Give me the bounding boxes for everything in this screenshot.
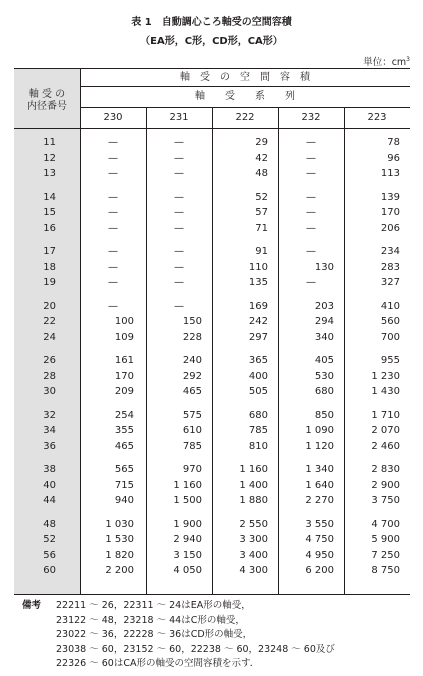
volume-cell: 565 (114, 464, 134, 475)
bore-number: 22 (43, 316, 56, 327)
volume-cell: 8 750 (371, 565, 400, 576)
volume-cell: 785 (248, 425, 268, 436)
volume-cell: 71 (255, 222, 268, 234)
volume-cell: 4 300 (239, 565, 268, 576)
volume-cell: 955 (380, 355, 400, 366)
note-line: 22211 ～ 26，22311 ～ 24はEA形の軸受， (56, 600, 251, 611)
volume-cell: 209 (114, 386, 134, 397)
volume-cell: 610 (182, 425, 202, 436)
bore-number: 13 (43, 168, 56, 179)
volume-cell: 2 940 (173, 534, 202, 545)
volume-cell: 130 (314, 261, 334, 273)
volume-cell: 57 (255, 207, 268, 218)
volume-cell: 110 (248, 261, 268, 273)
volume-cell: 1 230 (371, 370, 400, 382)
stub-header-line2: 内径番号 (27, 101, 67, 112)
volume-cell: — (174, 152, 184, 164)
volume-cell: 530 (314, 370, 334, 382)
volume-cell: 150 (182, 316, 202, 327)
volume-cell: 1 710 (371, 409, 400, 421)
bore-number: 44 (43, 495, 56, 506)
volume-cell: 1 090 (305, 425, 334, 436)
bore-number: 12 (43, 152, 56, 164)
volume-cell: 1 530 (105, 534, 134, 545)
volume-cell: 283 (380, 261, 400, 273)
volume-cell: 3 400 (239, 549, 268, 561)
unit-label (363, 54, 410, 69)
volume-cell: — (108, 191, 118, 203)
volume-cell: — (174, 261, 184, 273)
subgroup-header: 軸 受 系 列 (195, 91, 295, 102)
bore-number: 48 (43, 518, 56, 530)
volume-cell: 1 120 (305, 440, 334, 452)
note-line: 23122 ～ 48，23218 ～ 44はC形の軸受， (56, 614, 245, 626)
bore-number: 15 (43, 207, 56, 218)
volume-cell: 2 270 (305, 495, 334, 506)
note-line: 23022 ～ 36，22228 ～ 36はCD形の軸受， (56, 629, 253, 640)
volume-cell: 3 150 (173, 549, 202, 561)
volume-cell: 7 250 (371, 549, 400, 561)
volume-cell: 1 160 (239, 464, 268, 475)
volume-cell: 206 (380, 222, 400, 234)
volume-cell: 52 (255, 191, 268, 203)
bore-number: 52 (43, 534, 56, 545)
volume-cell: 1 160 (173, 479, 202, 491)
volume-cell: 203 (314, 300, 334, 312)
volume-cell: 169 (248, 300, 268, 312)
volume-cell: — (108, 152, 118, 164)
volume-cell: 465 (182, 386, 202, 397)
volume-cell: — (108, 207, 118, 218)
volume-cell: 327 (380, 277, 400, 288)
volume-cell: 575 (182, 409, 202, 421)
bore-number: 40 (43, 479, 56, 491)
volume-cell: 91 (255, 246, 268, 257)
volume-cell: 940 (114, 495, 134, 506)
volume-cell: — (306, 207, 316, 218)
volume-cell: — (108, 137, 118, 148)
volume-cell: 254 (114, 409, 134, 421)
volume-cell: — (174, 191, 184, 203)
volume-cell: 1 500 (173, 495, 202, 506)
volume-cell: — (108, 168, 118, 179)
bore-number: 38 (43, 464, 56, 475)
volume-cell: 96 (387, 152, 400, 164)
volume-cell: 292 (182, 370, 202, 382)
table-title: 表 1 自動調心ころ軸受の空間容積 (131, 17, 292, 28)
volume-cell: 228 (182, 331, 202, 343)
volume-cell: 340 (314, 331, 334, 343)
volume-cell: 294 (314, 316, 334, 327)
volume-cell: 170 (114, 370, 134, 382)
bore-number: 30 (43, 386, 56, 397)
volume-cell: — (306, 222, 316, 234)
bore-number: 24 (43, 331, 56, 343)
volume-cell: — (174, 246, 184, 257)
volume-cell: 29 (255, 137, 268, 148)
bore-number: 32 (43, 409, 56, 421)
volume-cell: 234 (380, 246, 400, 257)
volume-cell: 240 (182, 355, 202, 366)
volume-cell: — (174, 168, 184, 179)
bore-number: 19 (43, 277, 56, 288)
bore-number: 26 (43, 355, 56, 366)
volume-cell: — (174, 277, 184, 288)
volume-cell: 715 (114, 479, 134, 491)
volume-cell: 3 550 (305, 518, 334, 530)
volume-cell: — (306, 168, 316, 179)
volume-cell: 100 (114, 316, 134, 327)
bore-number: 11 (43, 137, 56, 148)
volume-cell: 1 430 (371, 386, 400, 397)
volume-cell: 700 (380, 331, 400, 343)
group-header: 軸 受 の 空 間 容 積 (180, 72, 310, 83)
volume-cell: 2 830 (371, 464, 400, 475)
volume-cell: 970 (182, 464, 202, 475)
volume-cell: 785 (182, 440, 202, 452)
volume-cell: — (174, 300, 184, 312)
volume-cell: — (108, 261, 118, 273)
volume-cell: 3 300 (239, 534, 268, 545)
volume-cell: 680 (248, 409, 268, 421)
volume-cell: 170 (380, 207, 400, 218)
volume-cell: 465 (114, 440, 134, 452)
volume-cell: 2 070 (371, 425, 400, 436)
volume-cell: 5 900 (371, 534, 400, 545)
volume-cell: — (174, 207, 184, 218)
volume-cell: 1 340 (305, 464, 334, 475)
notes-label: 備考 (22, 600, 42, 611)
table-subtitle: （EA形，C形，CD形，CA形） (140, 36, 283, 47)
volume-cell: — (108, 246, 118, 257)
bore-number: 18 (43, 261, 56, 273)
column-header-223: 223 (367, 112, 387, 123)
stub-header-line1: 軸 受 の (28, 89, 66, 100)
column-header-230: 230 (103, 112, 123, 123)
volume-cell: 4 750 (305, 534, 334, 545)
note-line: 22326 ～ 60はCA形の軸受の空間容積を示す． (56, 658, 260, 669)
volume-cell: 405 (314, 355, 334, 366)
volume-cell: 4 050 (173, 565, 202, 576)
volume-cell: 48 (255, 168, 268, 179)
volume-cell: 297 (248, 331, 268, 343)
unit-superscript: 3 (406, 56, 410, 63)
volume-cell: 2 460 (371, 440, 400, 452)
volume-cell: 410 (380, 300, 400, 312)
volume-cell: 850 (314, 409, 334, 421)
volume-cell: 113 (380, 168, 400, 179)
stub-header (14, 89, 80, 113)
column-header-231: 231 (169, 112, 189, 123)
volume-cell: 2 550 (239, 518, 268, 530)
volume-cell: 1 880 (239, 495, 268, 506)
bore-number: 20 (43, 300, 56, 312)
note-line: 23038 ～ 60，23152 ～ 60，22238 ～ 60，23248 ～ 60及び (56, 643, 335, 655)
volume-cell: 4 700 (371, 518, 400, 530)
volume-cell: 135 (248, 277, 268, 288)
volume-cell: — (108, 222, 118, 234)
bore-number: 16 (43, 222, 56, 234)
volume-cell: — (174, 222, 184, 234)
volume-cell: — (174, 137, 184, 148)
unit-text: 単位：cm (363, 57, 407, 68)
volume-cell: 242 (248, 316, 268, 327)
header-divider-1 (80, 86, 410, 87)
bore-number: 60 (43, 565, 56, 576)
volume-cell: 42 (255, 152, 268, 164)
volume-cell: 355 (114, 425, 134, 436)
volume-cell: — (108, 300, 118, 312)
bore-number: 36 (43, 440, 56, 452)
volume-cell: 139 (380, 191, 400, 203)
bore-number: 34 (43, 425, 56, 436)
column-header-222: 222 (235, 112, 255, 123)
volume-cell: 3 750 (371, 495, 400, 506)
volume-cell: 810 (248, 440, 268, 452)
volume-cell: 505 (248, 386, 268, 397)
volume-cell: 1 030 (105, 518, 134, 530)
volume-cell: 365 (248, 355, 268, 366)
volume-cell: 109 (114, 331, 134, 343)
volume-cell: 1 400 (239, 479, 268, 491)
volume-cell: 161 (114, 355, 134, 366)
bore-number: 28 (43, 370, 56, 382)
bore-number: 14 (43, 191, 56, 203)
volume-cell: — (108, 277, 118, 288)
header-divider-2 (80, 107, 410, 108)
spherical-roller-bearing-volume-table (14, 68, 410, 595)
volume-cell: 2 900 (371, 479, 400, 491)
volume-cell: 680 (314, 386, 334, 397)
volume-cell: 1 900 (173, 518, 202, 530)
volume-cell: 4 950 (305, 549, 334, 561)
bore-number: 56 (43, 549, 56, 561)
volume-cell: 560 (380, 316, 400, 327)
volume-cell: — (306, 137, 316, 148)
volume-cell: — (306, 246, 316, 257)
volume-cell: — (306, 277, 316, 288)
volume-cell: 78 (387, 137, 400, 148)
volume-cell: 400 (248, 370, 268, 382)
volume-cell: — (306, 152, 316, 164)
volume-cell: 2 200 (105, 565, 134, 576)
volume-cell: 1 820 (105, 549, 134, 561)
bore-number: 17 (43, 246, 56, 257)
volume-cell: — (306, 191, 316, 203)
column-header-232: 232 (301, 112, 321, 123)
volume-cell: 1 640 (305, 479, 334, 491)
volume-cell: 6 200 (305, 565, 334, 576)
